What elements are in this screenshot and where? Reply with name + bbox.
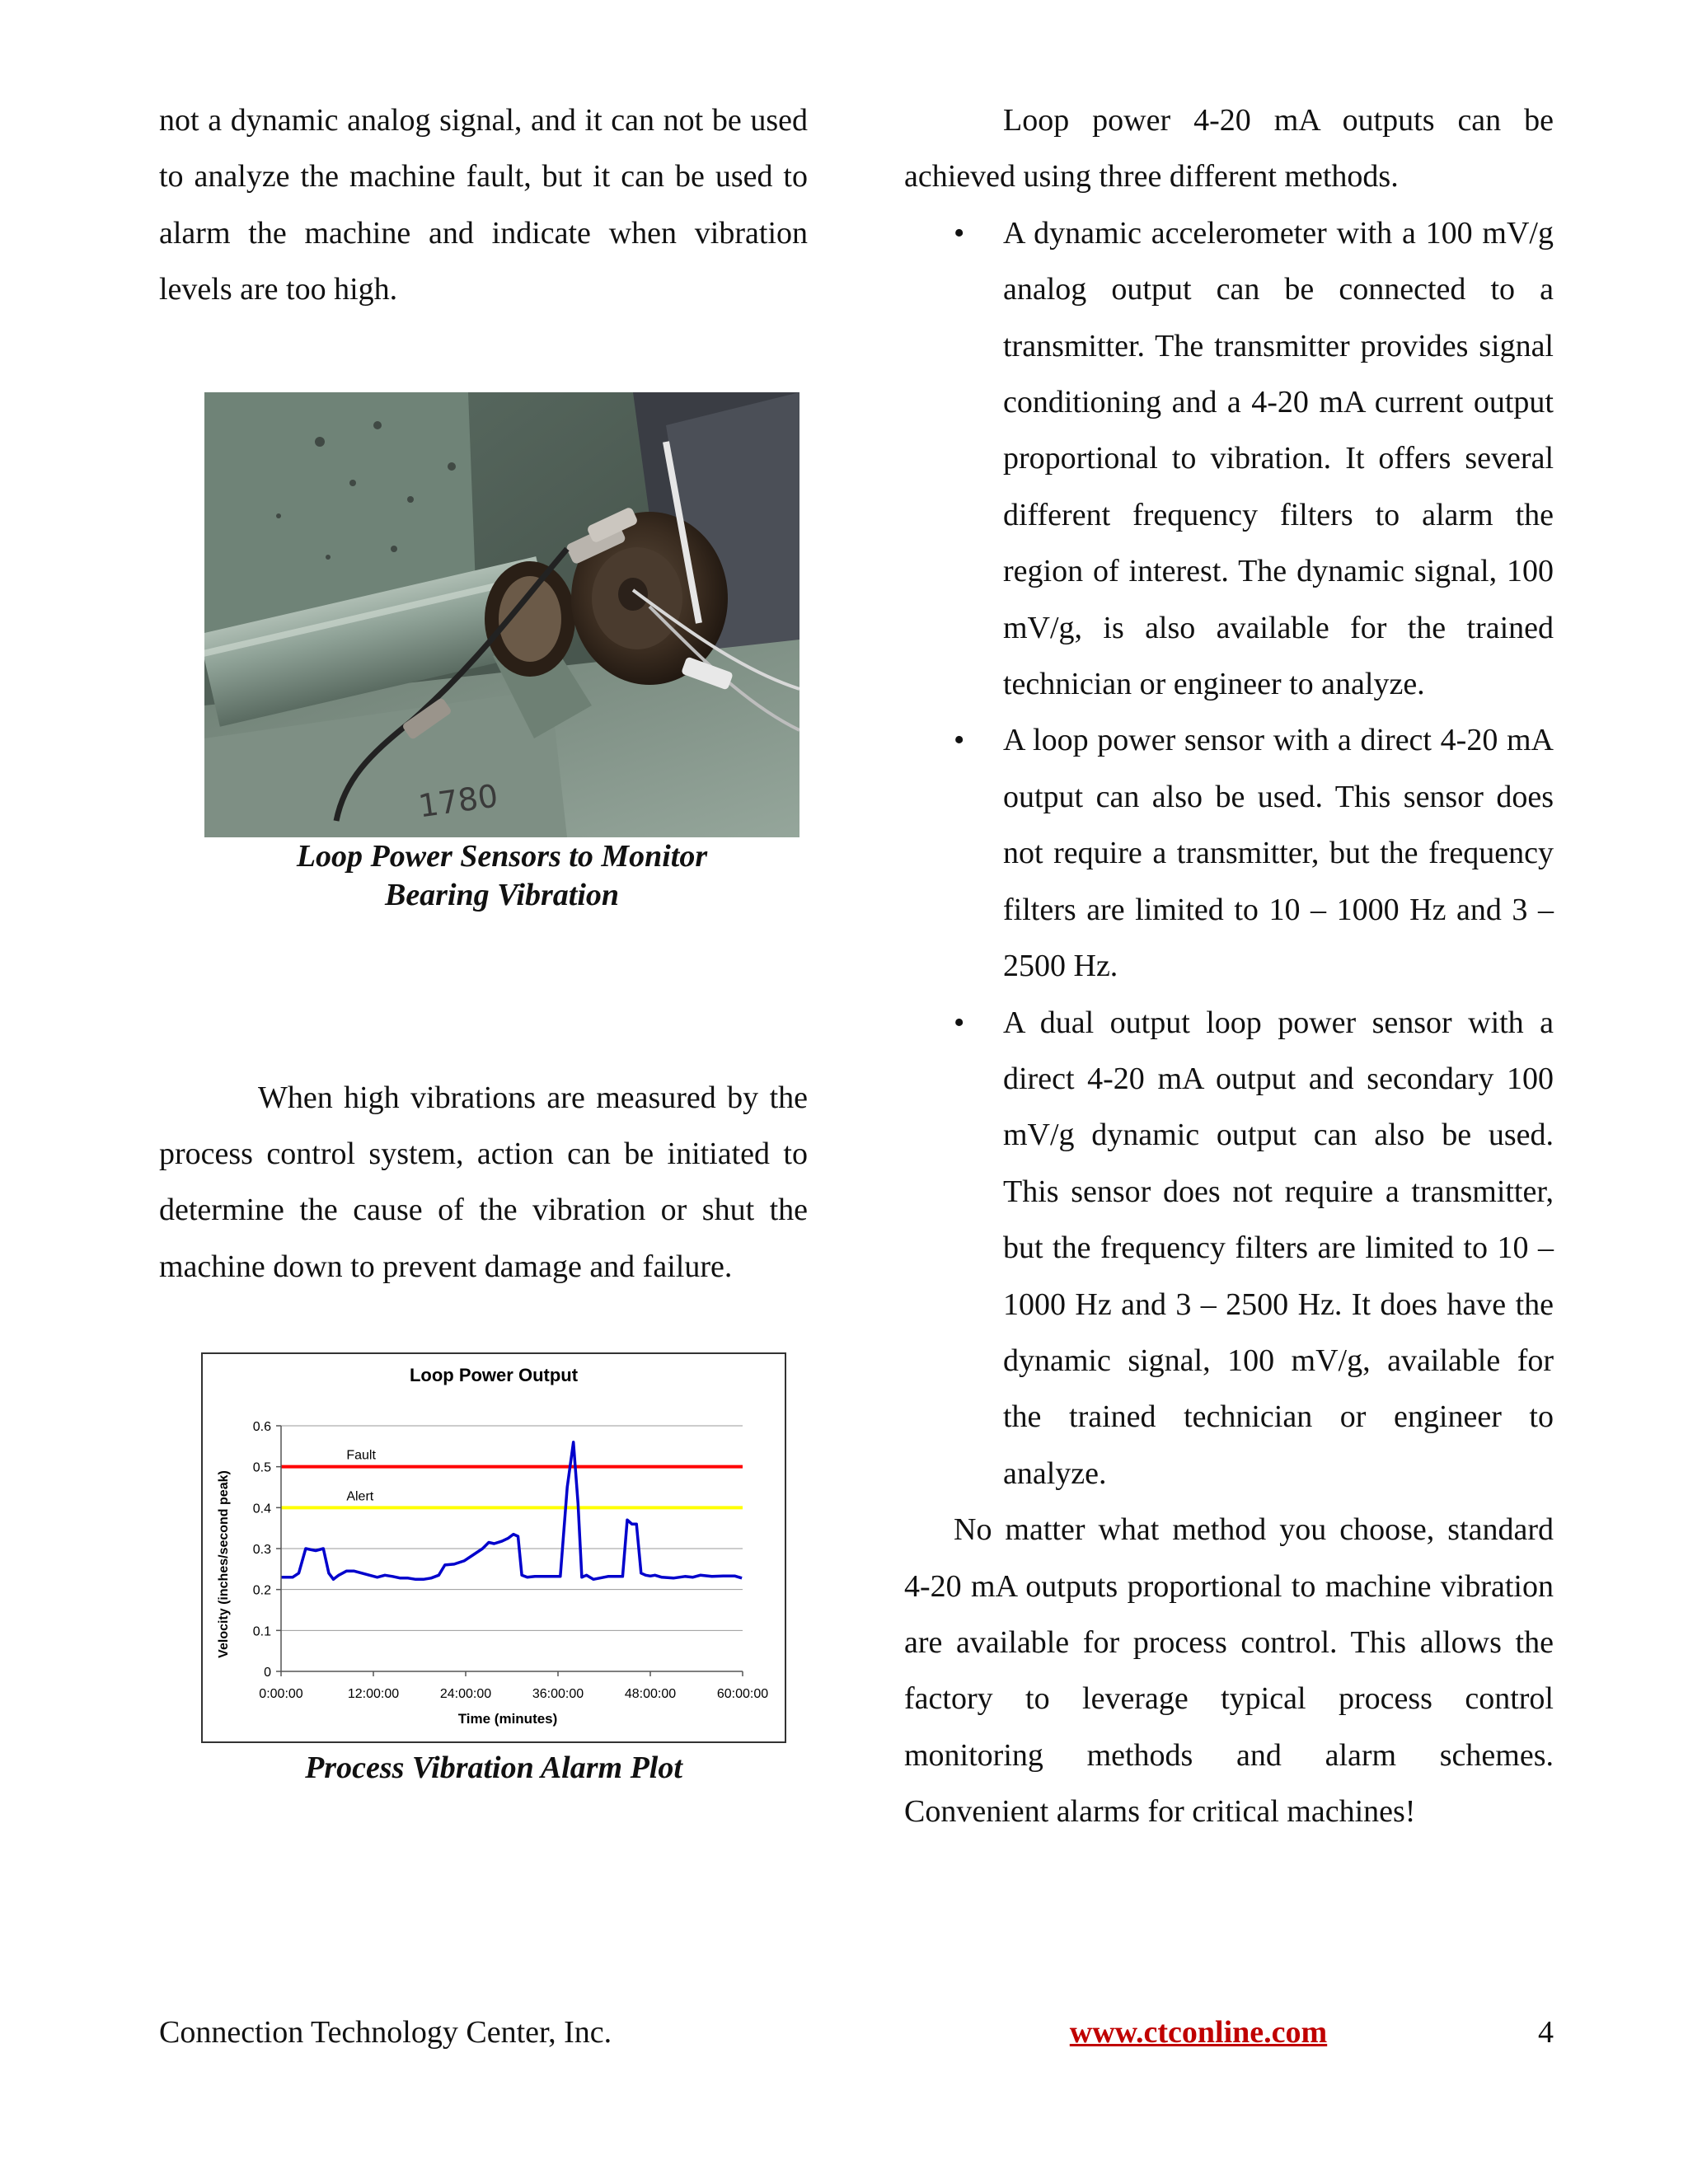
list-item [904, 205, 1554, 713]
chart-x-tick-labels [259, 1687, 768, 1701]
x-tick-label: 36:00:00 [532, 1687, 584, 1701]
y-tick-label: 0.3 [252, 1543, 271, 1557]
photo-caption-line-1: Loop Power Sensors to Monitor [296, 839, 708, 874]
page-number: 4 [1538, 2015, 1554, 2050]
bearing-sensor-illustration [204, 392, 799, 837]
chart-y-axis-label: Velocity (inches/second peak) [217, 1470, 231, 1658]
x-tick-label: 60:00:00 [716, 1687, 769, 1701]
bearing-sensor-photo [204, 392, 799, 837]
list-item [904, 995, 1554, 1502]
chart-title: Loop Power Output [409, 1365, 579, 1385]
x-tick-label: 12:00:00 [347, 1687, 400, 1701]
chart-y-tick-labels [253, 1420, 271, 1680]
right-column [904, 92, 1554, 1840]
threshold-label-alert: Alert [346, 1489, 374, 1504]
y-tick-label: 0.4 [252, 1502, 271, 1516]
bullet-marker: • [954, 723, 965, 758]
y-tick-label: 0.1 [252, 1624, 271, 1639]
right-intro: Loop power 4-20 mA outputs can be achieved using three different methods. [904, 103, 1554, 194]
methods-list [904, 205, 1554, 1502]
x-tick-label: 24:00:00 [439, 1687, 492, 1701]
photo-caption-line-2: Bearing Vibration [384, 878, 620, 912]
footer-website-link[interactable]: www.ctconline.com [1069, 2015, 1328, 2050]
bullet-marker: • [954, 1005, 965, 1040]
threshold-label-fault: Fault [346, 1448, 376, 1463]
bullet-marker: • [954, 215, 965, 251]
y-tick-label: 0.5 [252, 1460, 271, 1475]
bullet-text: A dynamic accelerometer with a 100 mV/g analog output can be connected to a transmitter. The transmitter provides signal conditioning and a 4-20 mA current output proportional to vibration. It offers several different frequency filters to alarm the region of interest. The dynamic signal, 100 mV/g, is also available for the trained technician or engineer to analyze. [1003, 215, 1554, 702]
bullet-text: A loop power sensor with a direct 4-20 mA output can also be used. This sensor does not require a transmitter, but the frequency filters are limited to 10 – 1000 Hz and 3 – 2500 Hz. [1003, 723, 1554, 984]
chart-thresholds [281, 1449, 743, 1508]
series-line [281, 1442, 742, 1579]
left-paragraph-1: not a dynamic analog signal, and it can not be used to analyze the machine fault, but it can be used to alarm the machine and indicate when vibration levels are too high. [159, 103, 808, 307]
y-tick-label: 0 [264, 1666, 271, 1680]
list-item [904, 712, 1554, 994]
y-tick-label: 0.6 [252, 1420, 271, 1434]
y-tick-label: 0.2 [252, 1583, 271, 1598]
chart-series [281, 1442, 742, 1579]
bullet-text: A dual output loop power sensor with a direct 4-20 mA output and secondary 100 mV/g dynamic output can also be used. This sensor does not require a transmitter, but the frequency filters are limited to 10 – 1000 Hz and 3 – 2500 Hz. It does have the dynamic signal, 100 mV/g, available for the trained technician or engineer to analyze. [1003, 1005, 1554, 1491]
right-conclusion: No matter what method you choose, standard 4-20 mA outputs proportional to machine vibration are available for process control. This allows the factory to leverage typical process control monitoring methods and alarm schemes. Convenient alarms for critical machines! [904, 1512, 1554, 1830]
x-tick-label: 0:00:00 [259, 1687, 303, 1701]
chart-x-axis-label: Time (minutes) [457, 1711, 558, 1727]
x-tick-label: 48:00:00 [624, 1687, 677, 1701]
chart-canvas [203, 1354, 785, 1741]
page-footer [159, 2014, 1554, 2055]
footer-company: Connection Technology Center, Inc. [159, 2015, 612, 2050]
photo-caption [204, 837, 799, 915]
chart-axes [276, 1426, 743, 1676]
loop-power-chart [201, 1352, 786, 1743]
photo-marking: 1780 [415, 777, 500, 825]
left-paragraph-2: When high vibrations are measured by the process control system, action can be initiated to determine the cause of the vibration or shut the machine down to prevent damage and failure. [159, 1080, 808, 1284]
chart-caption: Process Vibration Alarm Plot [305, 1750, 682, 1785]
